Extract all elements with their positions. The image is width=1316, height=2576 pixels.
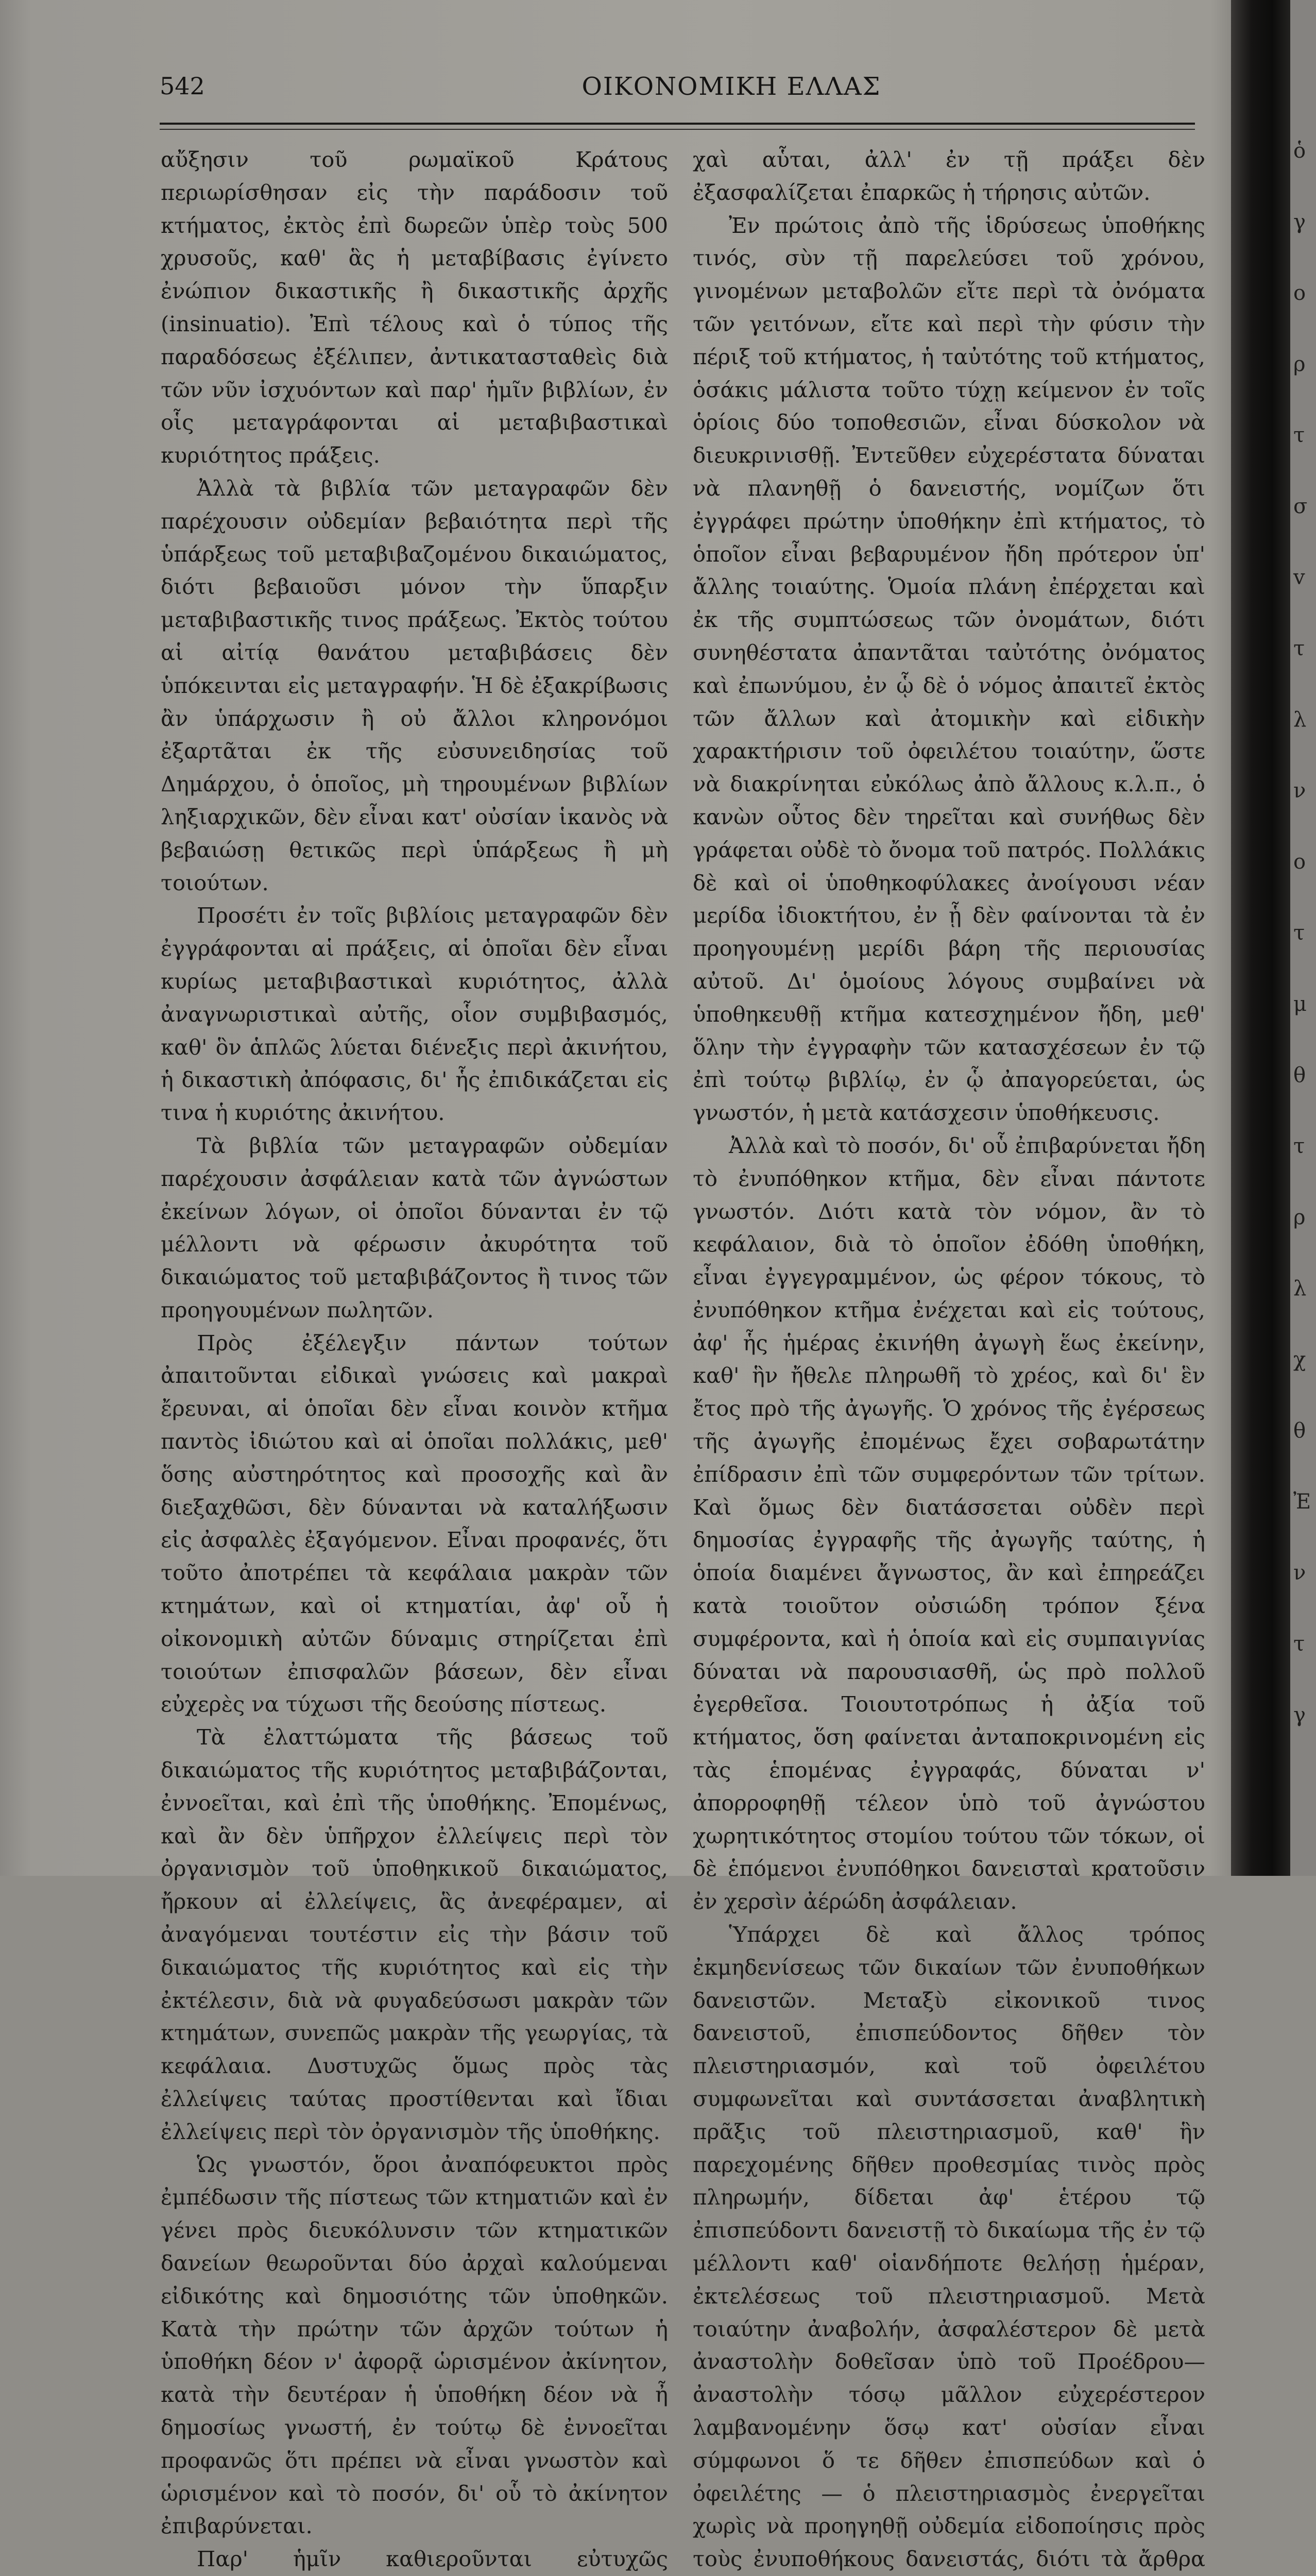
edge-letter: τ bbox=[1293, 637, 1305, 660]
paragraph: Προσέτι ἐν τοῖς βιβλίοις μεταγραφῶν δὲν ἐγγράφονται αἱ πράξεις, αἱ ὁποῖαι δὲν εἶναι κυρίως μεταβιβαστικαὶ κυριότητος, ἀλλὰ ἀναγνωριστικαὶ αὐτῆς, οἷον συμβιβασμός, καθ' ὃν ἁπλῶς λύεται διένεξις περὶ ἀκινήτου, ἡ δικαστικὴ ἀπόφασις, δι' ἧς ἐπιδικάζεται εἰς τινα ἡ κυριότης ἀκινήτου. bbox=[161, 903, 668, 1126]
paragraph: Ὑπάρχει δὲ καὶ ἄλλος τρόπος ἐκμηδενίσεως τῶν δικαίων τῶν ἐνυποθήκων δανειστῶν. Μεταξὺ εἰκονικοῦ τινος δανειστοῦ, ἐπισπεύδοντος δῆθεν τὸν πλειστηριασμόν, καὶ τοῦ ὀφειλέτου συμφωνεῖται καὶ συντάσσεται ἀναβλητικὴ πρᾶξις τοῦ πλειστηριασμοῦ, καθ' ἣν παρεχομένης δῆθεν προθεσμίας τινὸς πρὸς πληρωμήν, δίδεται ἀφ' ἑτέρου τῷ ἐπισπεύδοντι δανειστῇ τὸ δικαίωμα τῆς ἐν τῷ μέλλοντι καθ' οἱανδήποτε θελήσῃ ἡμέραν, ἐκτελέσεως τοῦ πλειστηριασμοῦ. Μετὰ τοιαύτην ἀναβολήν, ἀσφαλέστερον δὲ μετὰ ἀναστολὴν δοθεῖσαν ὑπὸ τοῦ Προέδρου—ἀναστολὴν τόσῳ μᾶλλον εὐχερέστερον λαμβανομένην ὅσῳ κατ' οὐσίαν εἶναι σύμφωνοι ὅ τε δῆθεν ἐπισπεύδων καὶ ὁ ὀφειλέτης — ὁ πλειστηριασμὸς ἐνεργεῖται χωρὶς νὰ προηγηθῇ οὐδεμία εἰδοποίησις πρὸς τοὺς ἐνυποθήκους δανειστάς, διότι τὰ ἄρθρα bbox=[693, 1922, 1205, 2572]
edge-letter: ρ bbox=[1293, 352, 1306, 376]
edge-letter: v bbox=[1293, 566, 1305, 589]
adjacent-page-edge bbox=[1290, 0, 1316, 1876]
right-column bbox=[693, 143, 1205, 2572]
header-rule bbox=[160, 123, 1195, 125]
book-gutter bbox=[1231, 0, 1293, 1876]
edge-letter: θ bbox=[1293, 1419, 1306, 1443]
paragraph: Ἀλλὰ τὰ βιβλία τῶν μεταγραφῶν δὲν παρέχουσιν οὐδεμίαν βεβαιότητα περὶ τῆς ὑπάρξεως τοῦ μεταβιβαζομένου δικαιώματος, διότι βεβαιοῦσι μόνον τὴν ὕπαρξιν μεταβιβαστικῆς τινος πράξεως. Ἐκτὸς τούτου αἱ αἰτίᾳ θανάτου μεταβιβάσεις δὲν ὑπόκεινται εἰς μεταγραφήν. Ἡ δὲ ἐξακρίβωσις ἂν ὑπάρχωσιν ἢ οὐ ἄλλοι κληρονόμοι ἐξαρτᾶται ἐκ τῆς εὐσυνειδησίας τοῦ Δημάρχου, ὁ ὁποῖος, μὴ τηρουμένων βιβλίων ληξιαρχικῶν, δὲν εἶναι κατ' οὐσίαν ἱκανὸς νὰ βεβαιώσῃ θετικῶς περὶ ὑπάρξεως ἢ μὴ τοιούτων. bbox=[161, 475, 668, 895]
edge-letter: λ bbox=[1293, 1277, 1307, 1300]
paragraph: χαὶ αὗται, ἀλλ' ἐν τῇ πράξει δὲν ἐξασφαλίζεται ἐπαρκῶς ἡ τήρησις αὐτῶν. bbox=[693, 147, 1205, 205]
edge-letter: γ bbox=[1293, 210, 1306, 234]
header-rule-thin bbox=[160, 129, 1195, 130]
edge-letter: Ἐ bbox=[1293, 1490, 1311, 1514]
edge-letter: μ bbox=[1293, 992, 1307, 1016]
edge-letter: ν bbox=[1293, 1561, 1306, 1585]
edge-letter: χ bbox=[1293, 1348, 1306, 1371]
paragraph: Ὡς γνωστόν, ὅροι ἀναπόφευκτοι πρὸς ἐμπέδωσιν τῆς πίστεως τῶν κτηματιῶν καὶ ἐν γένει πρὸς διευκόλυνσιν τῶν κτηματικῶν δανείων θεωροῦνται δύο ἀρχαὶ καλούμεναι εἰδικότης καὶ δημοσιότης τῶν ὑποθηκῶν. Κατὰ τὴν πρώτην τῶν ἀρχῶν τούτων ἡ ὑποθήκη δέον ν' ἀφορᾷ ὡρισμένον ἀκίνητον, κατὰ τὴν δευτέραν ἡ ὑποθήκη δέον νὰ ἦ δημοσίως γνωστή, ἐν τούτῳ δὲ ἐννοεῖται προφανῶς ὅτι πρέπει νὰ εἶναι γνωστὸν καὶ ὡρισμένον καὶ τὸ ποσόν, δι' οὗ τὸ ἀκίνητον ἐπιβαρύνεται. bbox=[161, 2151, 668, 2539]
edge-letter: θ bbox=[1293, 1063, 1306, 1087]
edge-letter: τ bbox=[1293, 423, 1305, 447]
paragraph: Τὰ βιβλία τῶν μεταγραφῶν οὐδεμίαν παρέχουσιν ἀσφάλειαν κατὰ τῶν ἀγνώστων ἐκείνων λόγων, οἱ ὁποῖοι δύνανται ἐν τῷ μέλλοντι νὰ φέρωσιν ἀκυρότητα τοῦ δικαιώματος τοῦ μεταβιβάζοντος ἢ τινος τῶν προηγουμένων πωλητῶν. bbox=[161, 1132, 668, 1323]
edge-letter: λ bbox=[1293, 708, 1307, 732]
edge-letter: ο bbox=[1293, 850, 1306, 874]
paragraph: Ἐν πρώτοις ἀπὸ τῆς ἱδρύσεως ὑποθήκης τινός, σὺν τῇ παρελεύσει τοῦ χρόνου, γινομένων μεταβολῶν εἴτε περὶ τὰ ὀνόματα τῶν γειτόνων, εἴτε καὶ περὶ τὴν φύσιν τὴν πέριξ τοῦ κτήματος, ἡ ταὐτότης τοῦ κτήματος, ὁσάκις μάλιστα τοῦτο τύχῃ κείμενον ἐν τοῖς ὁρίοις δύο τοποθεσιῶν, εἶναι δύσκολον νὰ διευκρινισθῇ. Ἐντεῦθεν εὐχερέστατα δύναται νὰ πλανηθῇ ὁ δανειστής, νομίζων ὅτι ἐγγράφει πρώτην ὑποθήκην ἐπὶ κτήματος, τὸ ὁποῖον εἶναι βεβαρυμένον ἤδη πρότερον ὑπ' ἄλλης τοιαύτης. Ὁμοία πλάνη ἐπέρχεται καὶ ἐκ τῆς συμπτώσεως τῶν ὀνομάτων, διότι συνηθέστατα ἀπαντᾶται ταὐτότης ὀνόματος καὶ ἐπωνύμου, ἐν ᾧ δὲ ὁ νόμος ἀπαιτεῖ ἐκτὸς τῶν ἄλλων καὶ ἀτομικὴν καὶ εἰδικὴν χαρακτήρισιν τοῦ ὀφειλέτου τοιαύτην, ὥστε νὰ διακρίνηται εὐκόλως ἀπὸ ἄλλους κ.λ.π., ὁ κανὼν οὗτος δὲν τηρεῖται καὶ συνήθως δὲν γράφεται οὐδὲ τὸ ὄνομα τοῦ πατρός. Πολλάκις δὲ καὶ οἱ ὑποθηκοφύλακες ἀνοίγουσι νέαν μερίδα ἰδιοκτήτου, ἐν ᾗ δὲν φαίνονται τὰ ἐν προηγουμένῃ μερίδι βάρη τῆς περιουσίας αὐτοῦ. Δι' ὁμοίους λόγους συμβαίνει νὰ ὑποθηκευθῇ κτῆμα κατεσχημένον ἤδη, μεθ' ὅλην τὴν ἐγγραφὴν τῶν κατασχέσεων ἐν τῷ ἐπὶ τούτῳ βιβλίῳ, ἐν ᾧ ἀπαγορεύεται, ὡς γνωστόν, ἡ μετὰ κατάσχεσιν ὑποθήκευσις. bbox=[693, 212, 1205, 1126]
page-number: 542 bbox=[160, 72, 205, 100]
paragraph: αὔξησιν τοῦ ρωμαϊκοῦ Κράτους περιωρίσθησαν εἰς τὴν παράδοσιν τοῦ κτήματος, ἐκτὸς ἐπὶ δωρεῶν ὑπὲρ τοὺς 500 χρυσοῦς, καθ' ἃς ἡ μεταβίβασις ἐγίνετο ἐνώπιον δικαστικῆς ἢ δικαστικῆς ἀρχῆς (insinuatio). Ἐπὶ τέλους καὶ ὁ τύπος τῆς παραδόσεως ἐξέλιπεν, ἀντικατασταθεὶς διὰ τῶν νῦν ἰσχυόντων καὶ παρ' ἡμῖν βιβλίων, ἐν οἷς μεταγράφονται αἱ μεταβιβαστικαὶ κυριότητος πράξεις. bbox=[161, 147, 668, 468]
paragraph: Ἀλλὰ καὶ τὸ ποσόν, δι' οὗ ἐπιβαρύνεται ἤδη τὸ ἐνυπόθηκον κτῆμα, δὲν εἶναι πάντοτε γνωστόν. Διότι κατὰ τὸν νόμον, ἂν τὸ κεφάλαιον, διὰ τὸ ὁποῖον ἐδόθη ὑποθήκη, εἶναι ἐγγεγραμμένον, ὡς φέρον τόκους, τὸ ἐνυπόθηκον κτῆμα ἐνέχεται καὶ εἰς τούτους, ἀφ' ἧς ἡμέρας ἐκινήθη ἀγωγὴ ἕως ἐκείνην, καθ' ἣν ἤθελε πληρωθῆ τὸ χρέος, καὶ δι' ἓν ἔτος πρὸ τῆς ἀγωγῆς. Ὁ χρόνος τῆς ἐγέρσεως τῆς ἀγωγῆς ἐπομένως ἔχει σοβαρωτάτην ἐπίδρασιν ἐπὶ τῶν συμφερόντων τῶν τρίτων. Καὶ ὅμως δὲν διατάσσεται οὐδὲν περὶ δημοσίας ἐγγραφῆς τῆς ἀγωγῆς ταύτης, ἡ ὁποία διαμένει ἄγνωστος, ἂν καὶ ἐπηρεάζει κατὰ τοιοῦτον οὐσιώδη τρόπον ξένα συμφέροντα, καὶ ἡ ὁποία καὶ εἰς συμπαιγνίας δύναται νὰ παρουσιασθῆ, ὡς πρὸ πολλοῦ ἐγερθεῖσα. Τοιουτοτρόπως ἡ ἀξία τοῦ κτήματος, ὅση φαίνεται ἀνταποκρινομένη εἰς τὰς ἑπομένας ἐγγραφάς, δύναται ν' ἀπορροφηθῇ τέλεον ὑπὸ τοῦ ἀγνώστου χωρητικότητος στομίου τούτου τῶν τόκων, οἱ δὲ ἑπόμενοι ἐνυπόθηκοι δανεισταὶ κρατοῦσιν ἐν χερσὶν ἀέρώδη ἀσφάλειαν. bbox=[693, 1132, 1205, 1914]
edge-letter: τ bbox=[1293, 921, 1305, 945]
paragraph: Παρ' ἡμῖν καθιεροῦνται εὐτυχῶς bbox=[197, 2546, 668, 2572]
edge-letter: τ bbox=[1293, 1632, 1305, 1656]
edge-letter: ὁ bbox=[1293, 139, 1306, 163]
edge-letter: γ bbox=[1293, 1703, 1306, 1727]
left-column bbox=[161, 143, 668, 2572]
paragraph: Πρὸς ἐξέλεγξιν πάντων τούτων ἀπαιτοῦνται εἰδικαὶ γνώσεις καὶ μακραὶ ἔρευναι, αἱ ὁποῖαι δὲν εἶναι κοινὸν κτῆμα παντὸς ἰδιώτου καὶ αἱ ὁποῖαι πολλάκις, μεθ' ὅσης αὐστηρότητος καὶ προσοχῆς καὶ ἂν διεξαχθῶσι, δὲν δύνανται νὰ καταλήξωσιν εἰς ἀσφαλὲς ἐξαγόμενον. Εἶναι προφανές, ὅτι τοῦτο ἀποτρέπει τὰ κεφάλαια μακρὰν τῶν κτημάτων, καὶ οἱ κτηματίαι, ἀφ' οὗ ἡ οἰκονομικὴ αὐτῶν δύναμις στηρίζεται ἐπὶ τοιούτων ἐπισφαλῶν βάσεων, δὲν εἶναι εὐχερὲς να τύχωσι τῆς δεούσης πίστεως. bbox=[161, 1330, 668, 1717]
edge-letter: ν bbox=[1293, 779, 1306, 803]
paragraph: Τὰ ἐλαττώματα τῆς βάσεως τοῦ δικαιώματος τῆς κυριότητος μεταβιβάζονται, ἐννοεῖται, καὶ ἐπὶ τῆς ὑποθήκης. Ἐπομένως, καὶ ἂν δὲν ὑπῆρχον ἐλλείψεις περὶ τὸν ὀργανισμὸν τοῦ ὑποθηκικοῦ δικαιώματος, ἤρκουν αἱ ἐλλείψεις, ἃς ἀνεφέραμεν, αἱ ἀναγόμεναι τουτέστιν εἰς τὴν βάσιν τοῦ δικαιώματος τῆς κυριότητος καὶ εἰς τὴν ἐκτέλεσιν, διὰ νὰ φυγαδεύσωσι μακρὰν τῶν κτημάτων, συνεπῶς μακρὰν τῆς γεωργίας, τὰ κεφάλαια. Δυστυχῶς ὅμως πρὸς τὰς ἐλλείψεις ταύτας προστίθενται καὶ ἴδιαι ἐλλείψεις περὶ τὸν ὀργανισμὸν τῆς ὑποθήκης. bbox=[161, 1724, 668, 2144]
edge-letter: ρ bbox=[1293, 1206, 1306, 1229]
running-title: ΟΙΚΟΝΟΜΙΚΗ ΕΛΛΑΣ bbox=[582, 72, 881, 101]
edge-letter: ο bbox=[1293, 281, 1306, 305]
edge-letter: τ bbox=[1293, 1134, 1305, 1158]
running-header bbox=[160, 72, 1195, 113]
edge-letter: σ bbox=[1293, 495, 1308, 518]
